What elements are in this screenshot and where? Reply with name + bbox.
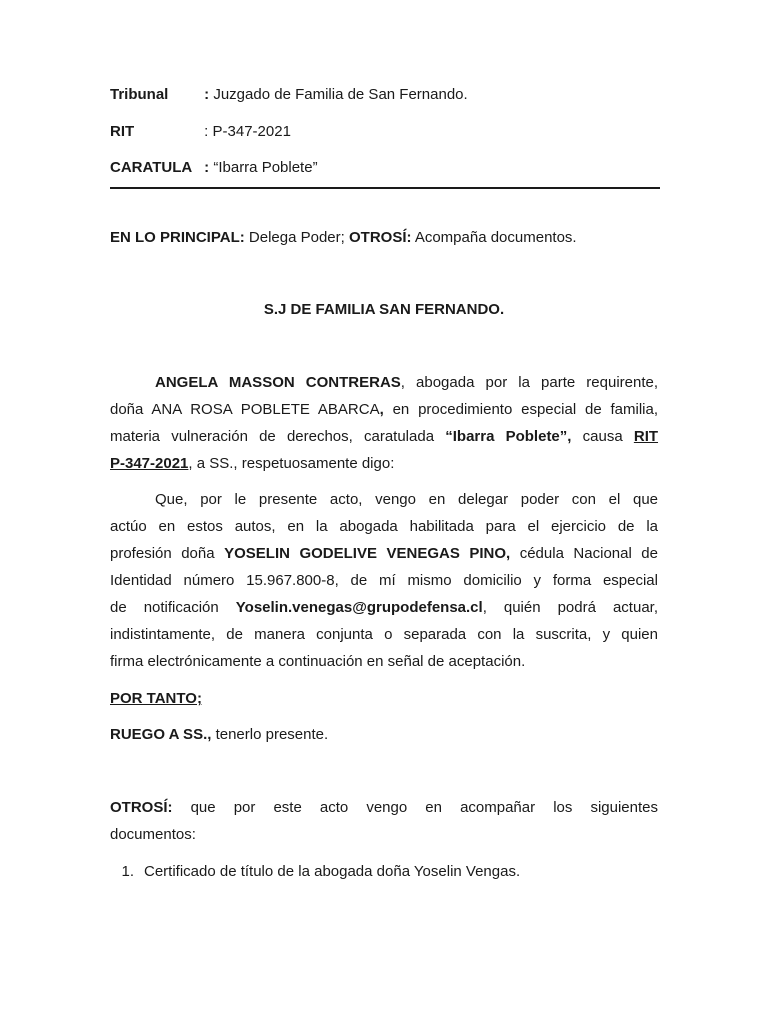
caratula-label: CARATULA [110,159,193,176]
para2-line5-b: , quién podrá actuar, [482,599,658,616]
caratula-colon: : [204,159,210,176]
lawyer-name: ANGELA MASSON CONTRERAS [155,374,401,391]
para2-line3-a: profesión doña [110,545,215,562]
para1-line3-b: causa [582,428,623,445]
tribunal-label: Tribunal [110,86,169,103]
tribunal-colon: : [204,86,210,103]
header-divider [110,187,660,189]
ruego-text: tenerlo presente. [215,726,329,743]
notification-email: Yoselin.venegas@grupodefensa.cl [235,599,483,616]
summary-otrosi-label: OTROSÍ: [348,229,412,246]
summary-line [110,228,658,248]
document-text: Certificado de título de la abogada doña Yoselin Vengas. [144,863,521,880]
para2-line1-text: Que, por le presente acto, vengo en delegar poder con el que [155,491,658,508]
rit-value: P-347-2021 [212,123,291,140]
document-number: 1. [121,863,134,880]
case-name: “Ibarra Poblete”, [445,428,572,445]
para2-line3 [110,544,658,564]
tribunal-value: Juzgado de Familia de San Fernando. [213,86,468,103]
para2-line3-b: cédula Nacional de [519,545,658,562]
delegate-name: YOSELIN GODELIVE VENEGAS PINO, [224,545,511,562]
para2-line4: Identidad número 15.967.800-8, de mí mismo domicilio y forma especial [110,572,658,589]
client-comma: , [379,401,384,418]
ruego-line [110,725,658,745]
summary-otrosi-text: Acompaña documentos. [414,229,577,246]
para1-line1 [110,373,658,393]
para1-line4-rest: , a SS., respetuosamente digo: [188,455,395,472]
rit-colon: : [204,123,209,140]
header-caratula-row [110,158,318,178]
para1-line3 [110,427,658,447]
para2-line7: firma electrónicamente a continuación en señal de aceptación. [110,653,526,670]
client-name: doña ANA ROSA POBLETE ABARCA [110,401,380,418]
header-tribunal-row [110,85,468,105]
rit-inline-label: RIT [633,428,659,445]
otrosi-text: que por este acto vengo en acompañar los siguientes [190,799,658,816]
para2-line2: actúo en estos autos, en la abogada habilitada para el ejercicio de la [110,518,658,535]
otrosi-line2: documentos: [110,826,196,843]
caratula-value: “Ibarra Poblete” [213,159,318,176]
otrosi-line1 [110,798,658,818]
principal-label: EN LO PRINCIPAL: [110,229,245,246]
rit-label: RIT [110,123,135,140]
para1-line3-a: materia vulneración de derechos, caratulada [110,428,435,445]
para1-line2-rest: en procedimiento especial de familia, [392,401,658,418]
para1-line2 [110,400,658,420]
por-tanto: POR TANTO; [110,690,202,707]
addressee: S.J DE FAMILIA SAN FERNANDO. [263,301,505,318]
para2-line1 [110,490,658,510]
otrosi-label: OTROSÍ: [110,799,173,816]
para1-line1-rest: , abogada por la parte requirente, [400,374,659,391]
rit-inline-number: P-347-2021 [110,455,189,472]
document-list-item [110,862,658,882]
para1-line4 [110,454,658,474]
para2-line5-a: de notificación [110,599,219,616]
header-rit-row [110,122,291,142]
para2-line5 [110,598,658,618]
ruego-label: RUEGO A SS., [110,726,212,743]
principal-text: Delega Poder; [248,229,345,246]
para2-line6: indistintamente, de manera conjunta o separada con la suscrita, y quien [110,626,658,643]
